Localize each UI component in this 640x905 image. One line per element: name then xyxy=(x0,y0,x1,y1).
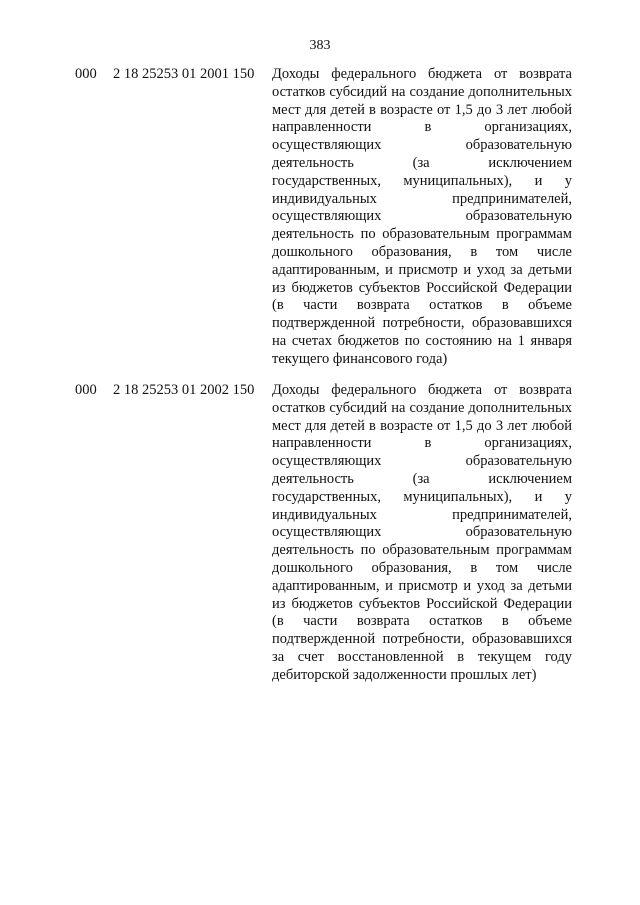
income-description: Доходы федерального бюджета от возврата остатков субсидий на создание дополнительных мест для детей в возрасте от 1,5 до 3 лет любой направленности в организациях, осуществляющих образовательную деятельность (за исключением государственных, муниципальных), и у индивидуальных предпринимателей, осуществляющих образовательную деятельность по образовательным программам дошкольного образования, в том числе адаптированным, и присмотр и уход за детьми из бюджетов субъектов Российской Федерации (в части возврата остатков в объеме подтвержденной потребности, образовавшихся на счетах бюджетов по состоянию на 1 января текущего финансового года) xyxy=(272,66,572,367)
income-codes-list xyxy=(0,66,640,698)
budget-classification-code: 2 18 25253 01 2001 150 xyxy=(113,66,255,82)
page-number: 383 xyxy=(309,38,331,53)
income-entry xyxy=(0,382,640,698)
income-entry xyxy=(0,66,640,382)
income-description: Доходы федерального бюджета от возврата остатков субсидий на создание дополнительных мест для детей в возрасте от 1,5 до 3 лет любой направленности в организациях, осуществляющих образовательную деятельность (за исключением государственных, муниципальных), и у индивидуальных предпринимателей, осуществляющих образовательную деятельность по образовательным программам дошкольного образования, в том числе адаптированным, и присмотр и уход за детьми из бюджетов субъектов Российской Федерации (в части возврата остатков в объеме подтвержденной потребности, образовавшихся за счет восстановленной в текущем году дебиторской задолженности прошлых лет) xyxy=(272,382,572,683)
admin-code: 000 xyxy=(75,382,97,398)
admin-code: 000 xyxy=(75,66,97,82)
budget-classification-code: 2 18 25253 01 2002 150 xyxy=(113,382,255,398)
